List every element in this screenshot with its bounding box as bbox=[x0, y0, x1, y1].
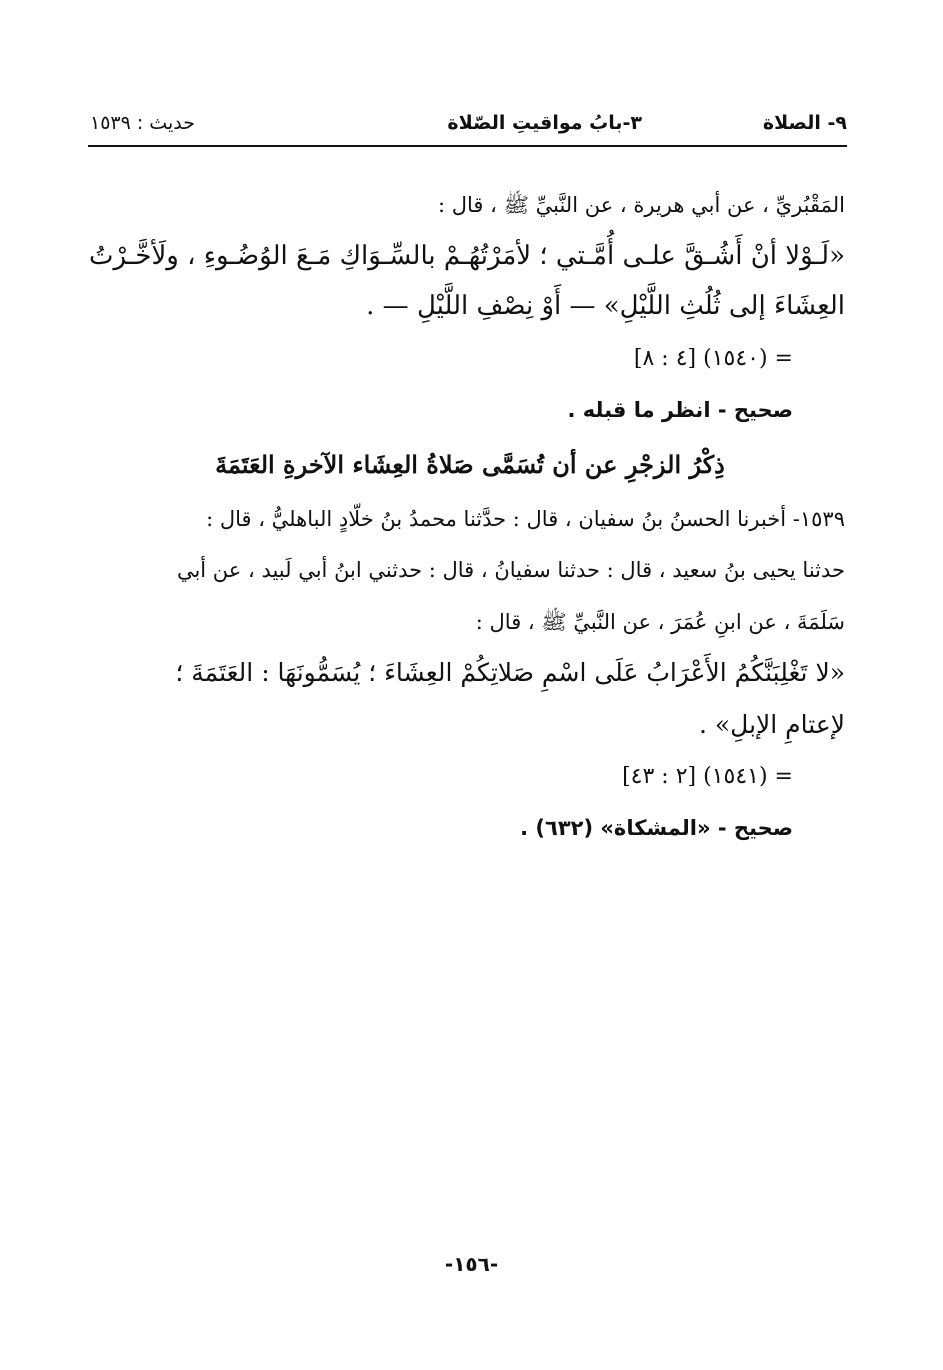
hadith-text-line: لإعتامِ الإبلِ» . bbox=[698, 710, 845, 739]
section-title-header: ٣-بابُ مواقيتِ الصّلاة bbox=[447, 112, 642, 134]
header-divider bbox=[88, 145, 847, 147]
reference-line: = (١٥٤١) [٢ : ٤٣] bbox=[622, 764, 793, 789]
narration-line: ١٥٣٩- أخبرنا الحسنُ بنُ سفيان ، قال : حدَّثنا محمدُ بنُ خلّادٍ الباهليُّ ، قال : bbox=[206, 507, 845, 531]
grading-line: صحيح - انظر ما قبله . bbox=[567, 398, 793, 422]
chapter-title: ٩- الصلاة bbox=[762, 112, 847, 134]
narration-line: المَقْبُريِّ ، عن أبي هريرة ، عن النَّبيِّ ﷺ ، قال : bbox=[438, 193, 845, 217]
hadith-text-line: «لَـوْلا أنْ أَشُـقَّ علـى أُمَّـتي ؛ لأمَرْتُهُـمْ بالسِّـوَاكِ مَـعَ الوُضُـوءِ ، ولَأخَّـرْتُ bbox=[88, 241, 845, 271]
hadith-number-header: حديث : ١٥٣٩ bbox=[90, 112, 195, 134]
hadith-text-line: «لا تَغْلِبَنَّكُمُ الأَعْرَابُ عَلَى اسْمِ صَلاتِكُمْ العِشَاءَ ؛ يُسَمُّونَهَا : العَتَمَةَ ؛ bbox=[175, 658, 845, 687]
narration-line: حدثنا يحيى بنُ سعيد ، قال : حدثنا سفيانُ ، قال : حدثني ابنُ أبي لَبيد ، عن أبي bbox=[176, 558, 845, 582]
section-heading: ذِكْرُ الزجْرِ عن أن تُسَمَّى صَلاةُ العِشَاء الآخرةِ العَتَمَةَ bbox=[215, 450, 725, 479]
hadith-text-line: العِشَاءَ إلى ثُلُثِ اللَّيْلِ» — أَوْ نِصْفِ اللَّيْلِ — . bbox=[366, 291, 845, 321]
running-header bbox=[88, 104, 847, 144]
reference-line: = (١٥٤٠) [٤ : ٨] bbox=[633, 346, 793, 371]
narration-line: سَلَمَةَ ، عن ابنِ عُمَرَ ، عن النَّبيِّ ﷺ ، قال : bbox=[475, 610, 845, 634]
grading-line: صحيح - «المشكاة» (٦٣٢) . bbox=[520, 816, 793, 840]
page-number: -١٥٦- bbox=[444, 1252, 499, 1276]
